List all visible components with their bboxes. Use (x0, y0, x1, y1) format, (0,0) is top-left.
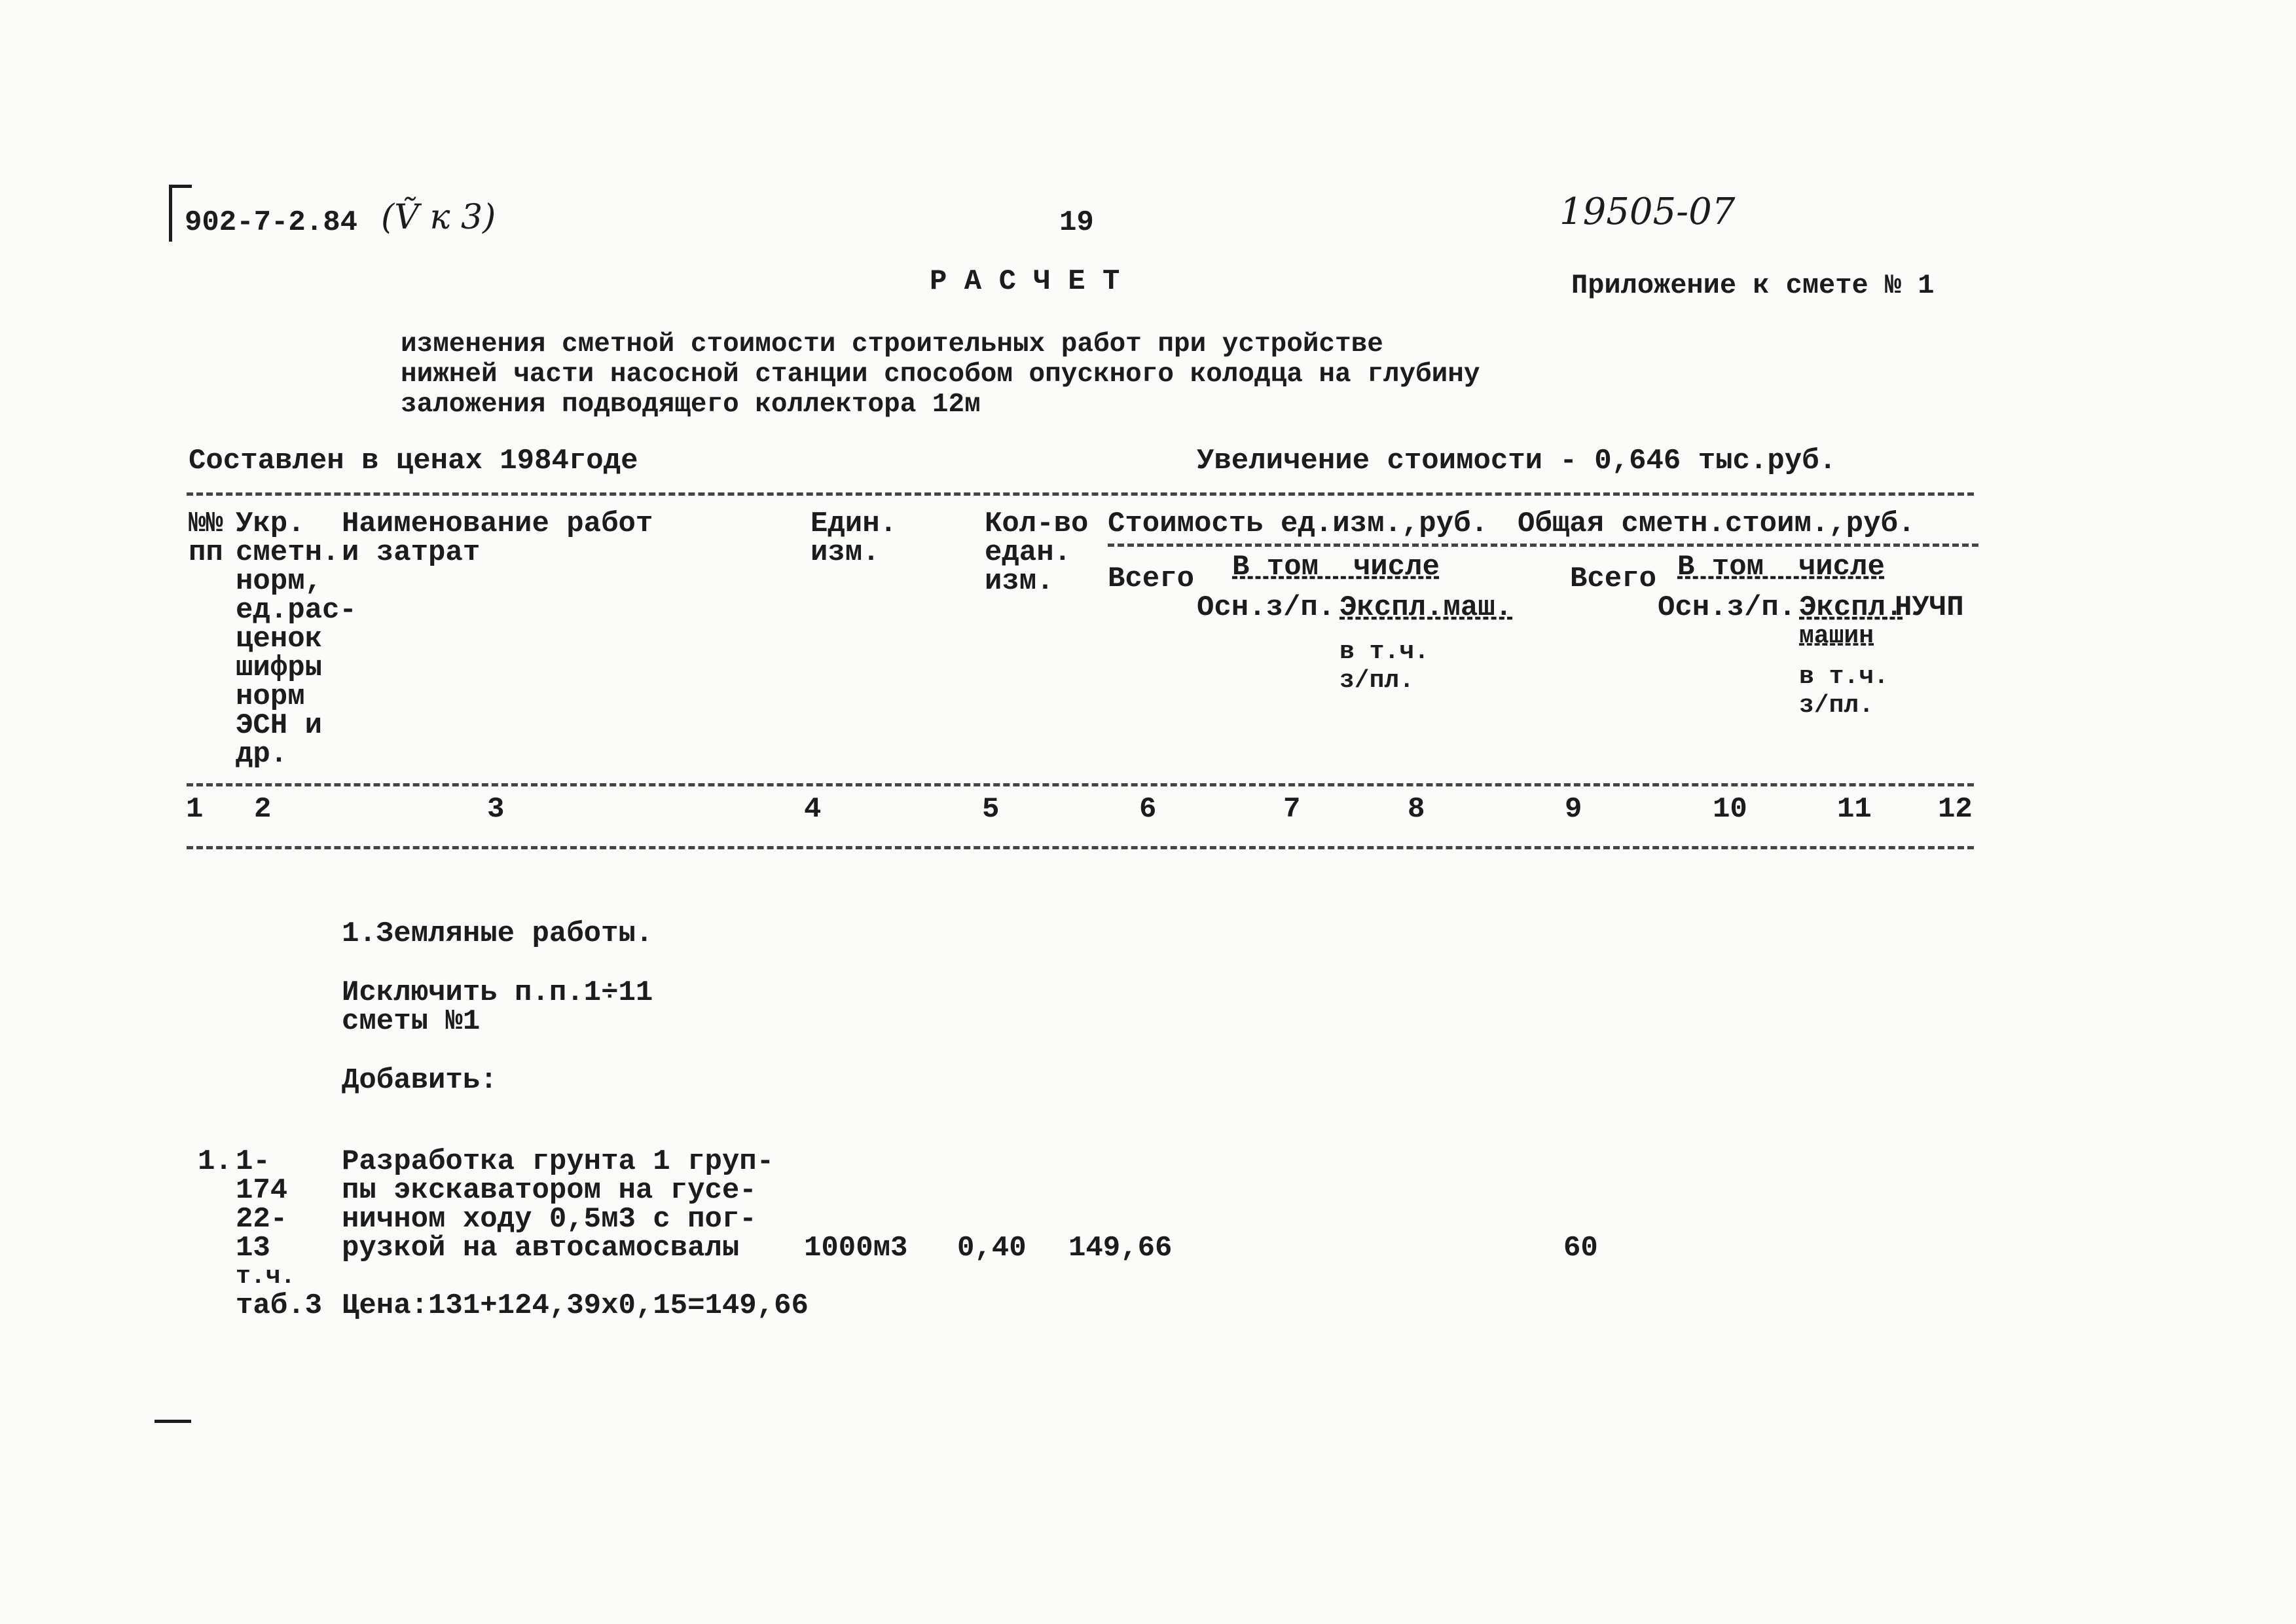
unit-ekspl: Экспл.маш. (1339, 591, 1513, 624)
col2-line8: ЭСН и (236, 709, 323, 742)
row-code-2: 174 (236, 1174, 288, 1207)
colnum-5: 5 (982, 793, 1000, 826)
colnum-12: 12 (1938, 793, 1973, 826)
row-qty: 0,40 (957, 1232, 1027, 1264)
subtitle-line-2: нижней части насосной станции способом опускного колодца на глубину (401, 360, 1480, 390)
col3-line1: Наименование работ (342, 507, 653, 540)
col3-line2: и затрат (342, 536, 481, 569)
total-incl: В том числе (1677, 551, 1885, 583)
col2-line7: норм (236, 680, 305, 713)
rule-bottom (187, 846, 1974, 849)
col2-line5: ценок (236, 623, 323, 655)
rule-top (187, 492, 1974, 496)
row-unit: 1000м3 (804, 1232, 908, 1264)
page-number: 19 (1059, 206, 1094, 239)
colnum-2: 2 (254, 793, 272, 826)
stamp: 19505-07 (1559, 191, 1736, 233)
row-name-2: пы экскаватором на гусе- (342, 1174, 757, 1207)
unit-incl: В том числе (1232, 551, 1440, 583)
margin-mark (155, 1420, 191, 1423)
colnum-4: 4 (804, 793, 822, 826)
subtitle-line-1: изменения сметной стоимости строительных работ при устройстве (401, 329, 1383, 360)
row-unit-total: 149,66 (1068, 1232, 1173, 1264)
colnum-9: 9 (1565, 793, 1582, 826)
unit-zpl: з/пл. (1339, 667, 1415, 695)
row-price-note: Цена:131+124,39х0,15=149,66 (342, 1289, 809, 1322)
col4-line1: Един. (811, 507, 898, 540)
total-all: Всего (1570, 563, 1657, 595)
colnum-10: 10 (1713, 793, 1747, 826)
rule-header-sub (1108, 544, 1978, 547)
colnum-6: 6 (1139, 793, 1157, 826)
cost-increase: Увеличение стоимости - 0,646 тыс.руб. (1197, 445, 1836, 477)
col5-line1: Кол-во (985, 507, 1089, 540)
exclude-line-1: Исключить п.п.1÷11 (342, 976, 653, 1009)
colnum-11: 11 (1837, 793, 1872, 826)
doc-code-note: (Ṽ к 3) (381, 198, 496, 237)
row-code-6: таб.3 (236, 1289, 323, 1322)
col2-line2: сметн. (236, 536, 340, 569)
row-code-1: 1- (236, 1145, 270, 1178)
row-code-4: 13 (236, 1232, 270, 1264)
page-title: Р А С Ч Е Т (930, 265, 1120, 298)
row-name-3: ничном ходу 0,5м3 с пог- (342, 1203, 757, 1236)
rule-mid (187, 783, 1974, 786)
row-number: 1. (198, 1145, 232, 1178)
subtitle-line-3: заложения подводящего коллектора 12м (401, 390, 981, 420)
total-nuchp: НУЧП (1895, 591, 1964, 624)
unit-osn: Осн.з/п. (1197, 591, 1336, 624)
total-zpl: з/пл. (1799, 692, 1874, 720)
colnum-7: 7 (1283, 793, 1301, 826)
colnum-3: 3 (487, 793, 505, 826)
total-cost-header: Общая сметн.стоим.,руб. (1518, 507, 1916, 540)
col2-line9: др. (236, 738, 288, 771)
appendix-note: Приложение к смете № 1 (1571, 270, 1935, 301)
colnum-8: 8 (1408, 793, 1425, 826)
colnum-1: 1 (186, 793, 204, 826)
doc-code: 902-7-2.84 (185, 206, 358, 239)
col4-line2: изм. (811, 536, 880, 569)
row-name-4: рузкой на автосамосвалы (342, 1232, 740, 1264)
total-ekspl: Экспл. (1799, 591, 1903, 624)
unit-vtch: в т.ч. (1339, 638, 1429, 666)
total-osn: Осн.з/п. (1658, 591, 1796, 624)
col1-line1: №№ (189, 507, 223, 540)
row-code-5: т.ч. (236, 1263, 296, 1291)
row-total: 60 (1563, 1232, 1598, 1264)
col5-line2: едан. (985, 536, 1072, 569)
col2-line4: ед.рас- (236, 594, 357, 627)
col2-line3: норм, (236, 565, 323, 598)
col2-line1: Укр. (236, 507, 305, 540)
prices-note: Составлен в ценах 1984годе (189, 445, 638, 477)
section-title: 1.Земляные работы. (342, 917, 653, 950)
row-name-1: Разработка грунта 1 груп- (342, 1145, 774, 1178)
add-label: Добавить: (342, 1064, 498, 1097)
col1-line2: пп (189, 536, 223, 569)
total-mashin: машин (1799, 622, 1874, 650)
unit-all: Всего (1108, 563, 1195, 595)
exclude-line-2: сметы №1 (342, 1005, 481, 1038)
unit-cost-header: Стоимость ед.изм.,руб. (1108, 507, 1488, 540)
col2-line6: шифры (236, 652, 323, 684)
col5-line3: изм. (985, 565, 1054, 598)
row-code-3: 22- (236, 1203, 288, 1236)
total-vtch: в т.ч. (1799, 663, 1889, 691)
